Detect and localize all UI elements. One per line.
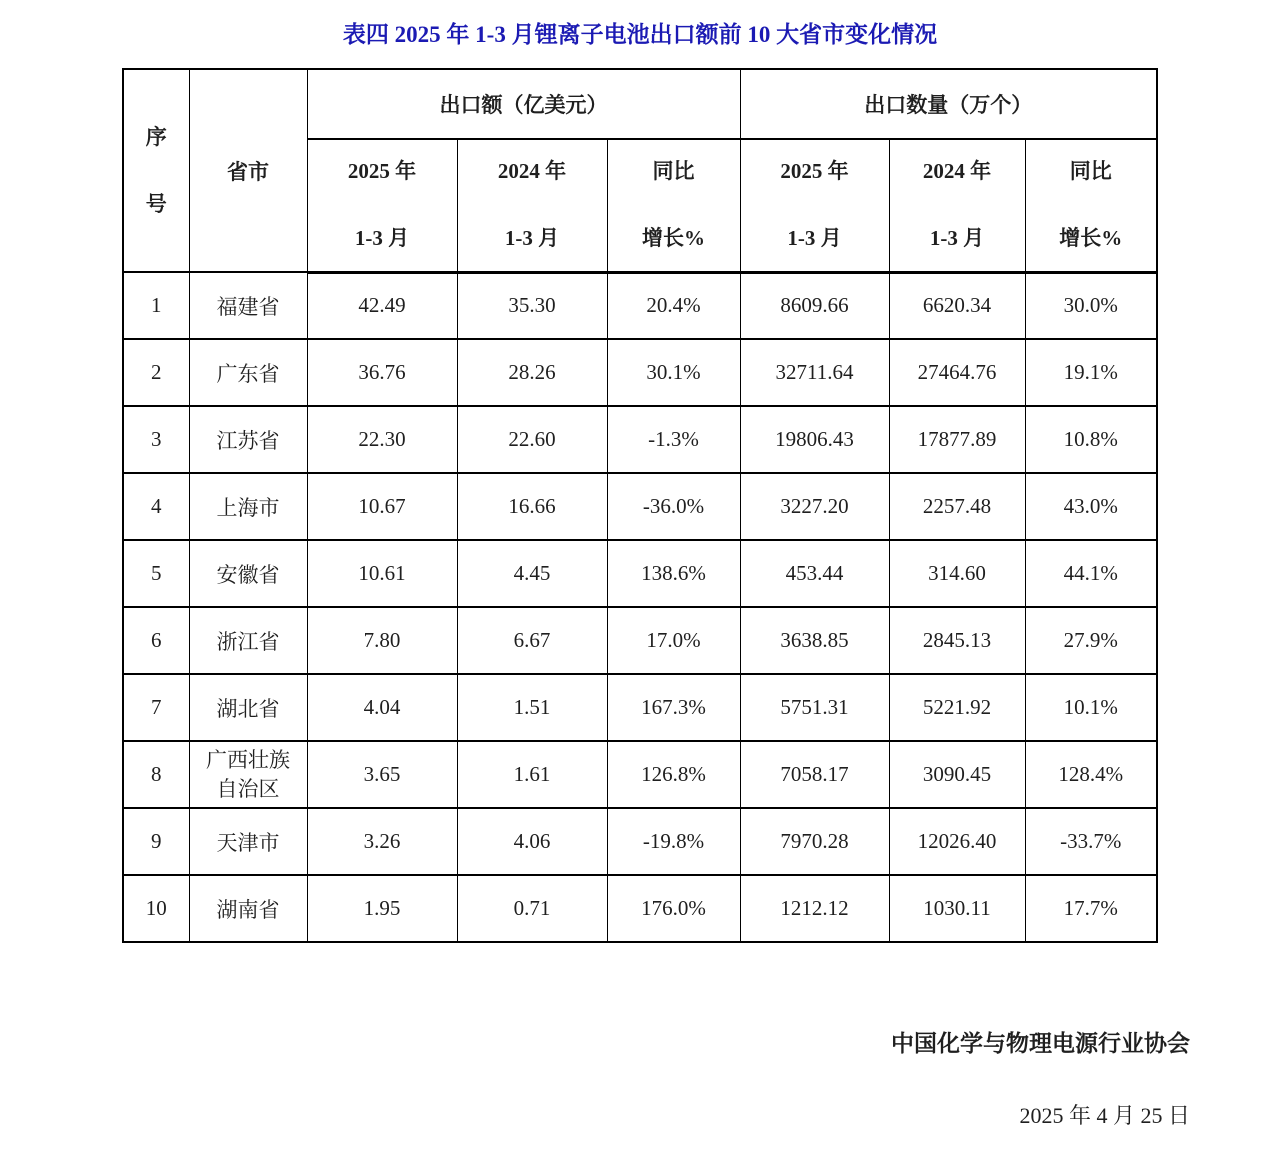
province-cell [189,741,307,808]
value-cell: -1.3% [607,406,740,473]
table-row [123,607,1157,674]
province-line: 广西壮族 [206,747,290,772]
seq-header-line2: 号 [145,191,167,216]
province-header-cell: 省市 [189,69,307,272]
subheader-line2: 增长% [1059,226,1123,251]
subheader-line2: 1-3 月 [787,226,842,251]
value-cell: 3090.45 [889,741,1025,808]
table-row [123,406,1157,473]
value-cell: 27464.76 [889,339,1025,406]
table-row [123,540,1157,607]
value-cell: 8609.66 [740,272,889,339]
table-row [123,674,1157,741]
value-cell: 44.1% [1025,540,1157,607]
value-cell: 3.26 [307,808,457,875]
subheader-stack [608,140,740,271]
value-cell: 22.30 [307,406,457,473]
province-cell: 广东省 [189,339,307,406]
value-cell: 1.95 [307,875,457,942]
value-cell: 3638.85 [740,607,889,674]
value-cell: 43.0% [1025,473,1157,540]
row-seq-cell: 1 [123,272,189,339]
export-table [122,68,1158,943]
row-seq-cell: 9 [123,808,189,875]
value-cell: 32711.64 [740,339,889,406]
province-line: 自治区 [216,776,280,801]
province-cell: 天津市 [189,808,307,875]
subheader-stack [308,140,457,271]
table-row [123,473,1157,540]
value-cell: 10.8% [1025,406,1157,473]
value-cell: 7970.28 [740,808,889,875]
value-cell: 453.44 [740,540,889,607]
value-cell: 10.67 [307,473,457,540]
row-seq-cell: 4 [123,473,189,540]
table-row [123,875,1157,942]
table-row [123,741,1157,808]
publish-date: 2025 年 4 月 25 日 [1019,1103,1190,1128]
row-seq-cell: 10 [123,875,189,942]
value-cell: 314.60 [889,540,1025,607]
subheader-line2: 1-3 月 [929,226,985,251]
value-cell: 19806.43 [740,406,889,473]
province-cell: 浙江省 [189,607,307,674]
value-cell: 5221.92 [889,674,1025,741]
province-cell: 安徽省 [189,540,307,607]
subheader-line1: 同比 [652,159,695,184]
value-cell: 28.26 [457,339,607,406]
row-seq-cell: 8 [123,741,189,808]
province-cell: 江苏省 [189,406,307,473]
subheader-stack [1026,140,1157,271]
value-cell: 12026.40 [889,808,1025,875]
value-cell: 4.04 [307,674,457,741]
table-row [123,339,1157,406]
value-cell: 4.06 [457,808,607,875]
province-cell: 湖南省 [189,875,307,942]
value-cell: 176.0% [607,875,740,942]
table-row [123,272,1157,339]
province-cell: 上海市 [189,473,307,540]
subheader-line2: 1-3 月 [354,226,410,251]
group-header-row [123,69,1157,139]
value-cell: 1212.12 [740,875,889,942]
value-cell: 2257.48 [889,473,1025,540]
value-cell: 5751.31 [740,674,889,741]
row-seq-cell: 7 [123,674,189,741]
value-cell: 6620.34 [889,272,1025,339]
value-cell: 1.51 [457,674,607,741]
subheader-line2: 增长% [642,226,705,251]
province-cell: 福建省 [189,272,307,339]
subheader-qty-2025 [740,139,889,272]
seq-header-stack [124,70,189,271]
value-cell: 30.1% [607,339,740,406]
subheader-qty-yoy [1025,139,1157,272]
document-footer [0,1029,1280,1131]
table-title: 表四 2025 年 1-3 月锂离子电池出口额前 10 大省市变化情况 [342,22,938,47]
group-header-export-value: 出口额（亿美元） [307,69,740,139]
subheader-line1: 2025 年 [780,159,849,184]
value-cell: 17.7% [1025,875,1157,942]
subheader-line1: 同比 [1069,159,1112,184]
value-cell: 22.60 [457,406,607,473]
table-row [123,808,1157,875]
subheader-value-yoy [607,139,740,272]
value-cell: -33.7% [1025,808,1157,875]
subheader-stack [890,140,1025,271]
value-cell: 2845.13 [889,607,1025,674]
subheader-value-2024 [457,139,607,272]
subheader-line1: 2024 年 [922,159,992,184]
row-seq-cell: 3 [123,406,189,473]
group-header-export-quantity: 出口数量（万个） [740,69,1157,139]
value-cell: 27.9% [1025,607,1157,674]
value-cell: -19.8% [607,808,740,875]
subheader-line2: 1-3 月 [504,226,560,251]
value-cell: 36.76 [307,339,457,406]
value-cell: 42.49 [307,272,457,339]
subheader-line1: 2024 年 [497,159,567,184]
value-cell: 30.0% [1025,272,1157,339]
value-cell: 3.65 [307,741,457,808]
value-cell: 7058.17 [740,741,889,808]
subheader-value-2025 [307,139,457,272]
value-cell: 6.67 [457,607,607,674]
value-cell: 138.6% [607,540,740,607]
subheader-line1: 2025 年 [347,159,417,184]
value-cell: 35.30 [457,272,607,339]
value-cell: 17877.89 [889,406,1025,473]
value-cell: 19.1% [1025,339,1157,406]
value-cell: 128.4% [1025,741,1157,808]
row-seq-cell: 2 [123,339,189,406]
value-cell: 10.1% [1025,674,1157,741]
value-cell: -36.0% [607,473,740,540]
value-cell: 4.45 [457,540,607,607]
province-cell: 湖北省 [189,674,307,741]
value-cell: 167.3% [607,674,740,741]
value-cell: 16.66 [457,473,607,540]
value-cell: 20.4% [607,272,740,339]
value-cell: 1030.11 [889,875,1025,942]
table-header [123,69,1157,272]
value-cell: 10.61 [307,540,457,607]
value-cell: 3227.20 [740,473,889,540]
seq-header-line1: 序 [145,124,167,149]
table-body [123,272,1157,942]
row-seq-cell: 6 [123,607,189,674]
row-seq-cell: 5 [123,540,189,607]
organization-name: 中国化学与物理电源行业协会 [891,1031,1190,1056]
value-cell: 1.61 [457,741,607,808]
value-cell: 0.71 [457,875,607,942]
value-cell: 126.8% [607,741,740,808]
subheader-stack [741,140,889,271]
subheader-qty-2024 [889,139,1025,272]
subheader-stack [458,140,607,271]
value-cell: 17.0% [607,607,740,674]
seq-header-cell [123,69,189,272]
value-cell: 7.80 [307,607,457,674]
